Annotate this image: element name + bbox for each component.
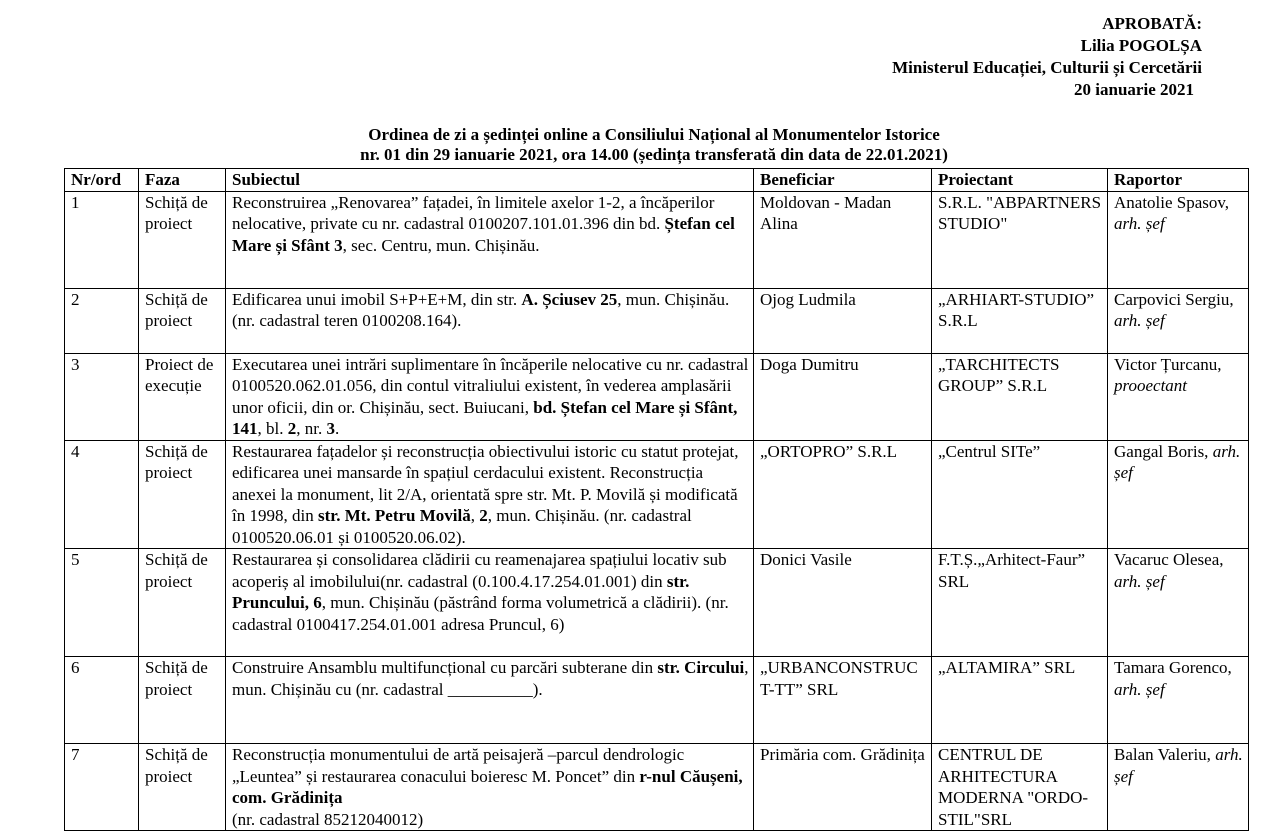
cell-subiect — [226, 191, 754, 288]
cell-nr: 5 — [65, 549, 139, 657]
table-header-row — [65, 169, 1249, 192]
raportor-name: Anatolie Spasov, — [1114, 192, 1230, 212]
subject-text: , — [470, 506, 480, 525]
raportor-role: prooectant — [1114, 376, 1188, 395]
cell-nr: 1 — [65, 191, 139, 288]
cell-beneficiar: Ojog Ludmila — [754, 288, 932, 353]
cell-raportor — [1108, 657, 1249, 744]
table-row — [65, 288, 1249, 353]
subject-text: , sec. Centru, mun. Chișinău. — [342, 235, 540, 255]
cell-nr: 6 — [65, 657, 139, 744]
subject-address: str. Mt. Petru Movilă — [317, 506, 471, 525]
cell-faza: Schiță de proiect — [139, 440, 226, 549]
subject-text: (nr. cadastral 85212040012) — [232, 809, 424, 829]
subject-text: Reconstruirea „Renovarea” fațadei, în limitele axelor 1-2, a încăperilor nelocative, private cu nr. cadastral 0100207.101.01.396 din bd. — [232, 192, 715, 233]
subject-text: Restaurarea și consolidarea clădirii cu reamenajarea spațiului locativ sub acoperiș al imobilului(nr. cadastral (0.100.4.17.254.01.001) din — [232, 550, 727, 591]
column-header-raportor: Raportor — [1108, 169, 1249, 192]
cell-beneficiar: „ORTOPRO” S.R.L — [754, 440, 932, 549]
cell-nr: 2 — [65, 288, 139, 353]
raportor-name: Carpovici Sergiu, — [1114, 289, 1234, 309]
cell-faza: Proiect de execuție — [139, 353, 226, 440]
cell-raportor — [1108, 744, 1249, 831]
subject-address: bd. Ștefan cel Mare și Sfânt, 141 — [232, 397, 738, 438]
cell-proiectant: „ARHIART-STUDIO” S.R.L — [932, 288, 1108, 353]
subject-address: str. Circului — [657, 658, 745, 677]
raportor-role: arh. șef — [1114, 571, 1165, 591]
subject-text: Restaurarea fațadelor și reconstrucția obiectivului istoric cu statut protejat, edificarea unei mansarde în spațiul cerdacului existent. Reconstrucția anexei la monument, lit 2/A, orientată spre str. Mt. P. Movilă și modificată în 1998, din — [232, 441, 739, 525]
raportor-role: arh. șef — [1114, 214, 1165, 233]
subject-address: str. Pruncului, 6 — [232, 571, 690, 612]
cell-nr: 4 — [65, 440, 139, 549]
table-row — [65, 440, 1249, 549]
cell-beneficiar: Moldovan - Madan Alina — [754, 191, 932, 288]
cell-faza: Schiță de proiect — [139, 288, 226, 353]
subject-text: , mun. Chișinău. (nr. cadastral 0100520.06.01 și 0100520.06.02). — [232, 506, 692, 547]
title-line-2: nr. 01 din 29 ianuarie 2021, ora 14.00 (ședința transferată din data de 22.01.2021) — [360, 145, 948, 164]
cell-proiectant: F.T.Ș.„Arhitect-Faur” SRL — [932, 549, 1108, 657]
cell-beneficiar: „URBANCONSTRUCT-TT” SRL — [754, 657, 932, 744]
cell-proiectant: CENTRUL DE ARHITECTURA MODERNA "ORDO-STIL"SRL — [932, 744, 1108, 831]
table-row — [65, 191, 1249, 288]
cell-proiectant: „ALTAMIRA” SRL — [932, 657, 1108, 744]
cell-raportor — [1108, 549, 1249, 657]
cell-raportor — [1108, 288, 1249, 353]
cell-subiect — [226, 744, 754, 831]
cell-nr: 3 — [65, 353, 139, 440]
agenda-table — [64, 168, 1249, 831]
subject-text: Construire Ansamblu multifuncțional cu parcări subterane din — [232, 658, 658, 677]
cell-proiectant: „TARCHITECTS GROUP” S.R.L — [932, 353, 1108, 440]
raportor-role: arh. șef — [1114, 745, 1243, 786]
raportor-name: Victor Țurcanu, — [1114, 354, 1222, 374]
subject-address: A. Șciusev 25 — [521, 289, 618, 309]
subject-text: , mun. Chișinău cu (nr. cadastral __________). — [232, 658, 749, 699]
column-header-nr: Nr/ord — [65, 169, 139, 192]
approval-date: 20 ianuarie 2021 — [1074, 80, 1194, 99]
column-header-beneficiar: Beneficiar — [754, 169, 932, 192]
cell-proiectant: S.R.L. "ABPARTNERS STUDIO" — [932, 191, 1108, 288]
raportor-role: arh. șef — [1114, 679, 1165, 699]
subject-block: 2 — [287, 419, 297, 438]
cell-raportor — [1108, 353, 1249, 440]
cell-subiect — [226, 657, 754, 744]
subject-number: 2 — [479, 506, 488, 525]
document-title — [64, 125, 1244, 165]
subject-text: , nr. — [296, 419, 327, 438]
subject-text: , mun. Chișinău (păstrând forma volumetrică a clădirii). (nr. cadastral 0100417.254.01.001 adresa Pruncul, 6) — [232, 593, 729, 634]
cell-faza: Schiță de proiect — [139, 549, 226, 657]
title-line-1: Ordinea de zi a ședinței online a Consiliului Național al Monumentelor Istorice — [368, 125, 940, 144]
subject-text: Edificarea unui imobil S+P+E+M, din str. — [232, 289, 522, 309]
cell-faza: Schiță de proiect — [139, 191, 226, 288]
subject-text: , mun. Chișinău. (nr. cadastral teren 0100208.164). — [232, 289, 730, 330]
cell-beneficiar: Primăria com. Grădinița — [754, 744, 932, 831]
table-row — [65, 549, 1249, 657]
table-row — [65, 657, 1249, 744]
raportor-role: arh. șef — [1114, 311, 1165, 330]
raportor-name: Tamara Gorenco, — [1114, 658, 1232, 677]
raportor-name: Vacaruc Olesea, — [1114, 550, 1224, 569]
approver-name: Lilia POGOLȘA — [1080, 36, 1202, 55]
approval-label: APROBATĂ: — [1102, 14, 1202, 33]
cell-nr: 7 — [65, 744, 139, 831]
cell-subiect — [226, 549, 754, 657]
subject-number: 3 — [326, 419, 335, 438]
subject-text: , bl. — [257, 419, 288, 438]
raportor-name: Gangal Boris, — [1114, 441, 1213, 461]
subject-text: Reconstrucția monumentului de artă peisajeră –parcul dendrologic „Leuntea” și restaurarea conacului boieresc M. Poncet” din — [232, 745, 685, 786]
subject-text: . — [334, 419, 340, 438]
subject-address: r-nul Căușeni, com. Grădinița — [232, 766, 743, 807]
column-header-subiect: Subiectul — [226, 169, 754, 192]
cell-beneficiar: Doga Dumitru — [754, 353, 932, 440]
cell-proiectant: „Centrul SITe” — [932, 440, 1108, 549]
table-row — [65, 744, 1249, 831]
approval-block — [892, 13, 1202, 101]
cell-subiect — [226, 353, 754, 440]
table-row — [65, 353, 1249, 440]
raportor-name: Balan Valeriu, — [1114, 745, 1216, 764]
raportor-role: arh. șef — [1114, 441, 1241, 482]
cell-subiect — [226, 440, 754, 549]
subject-address: Ștefan cel Mare și Sfânt 3 — [232, 214, 735, 255]
column-header-proiectant: Proiectant — [932, 169, 1108, 192]
cell-faza: Schiță de proiect — [139, 744, 226, 831]
approver-institution: Ministerul Educației, Culturii și Cercetării — [892, 58, 1202, 77]
cell-subiect — [226, 288, 754, 353]
cell-raportor — [1108, 440, 1249, 549]
cell-beneficiar: Donici Vasile — [754, 549, 932, 657]
subject-text: Executarea unei intrări suplimentare în încăperile nelocative cu nr. cadastral 0100520.062.01.056, din contul vitraliului existent, în vederea amplasării unor oficii, din or. Chișinău, sect. Buiucani, — [232, 354, 749, 417]
column-header-faza: Faza — [139, 169, 226, 192]
cell-raportor — [1108, 191, 1249, 288]
cell-faza: Schiță de proiect — [139, 657, 226, 744]
